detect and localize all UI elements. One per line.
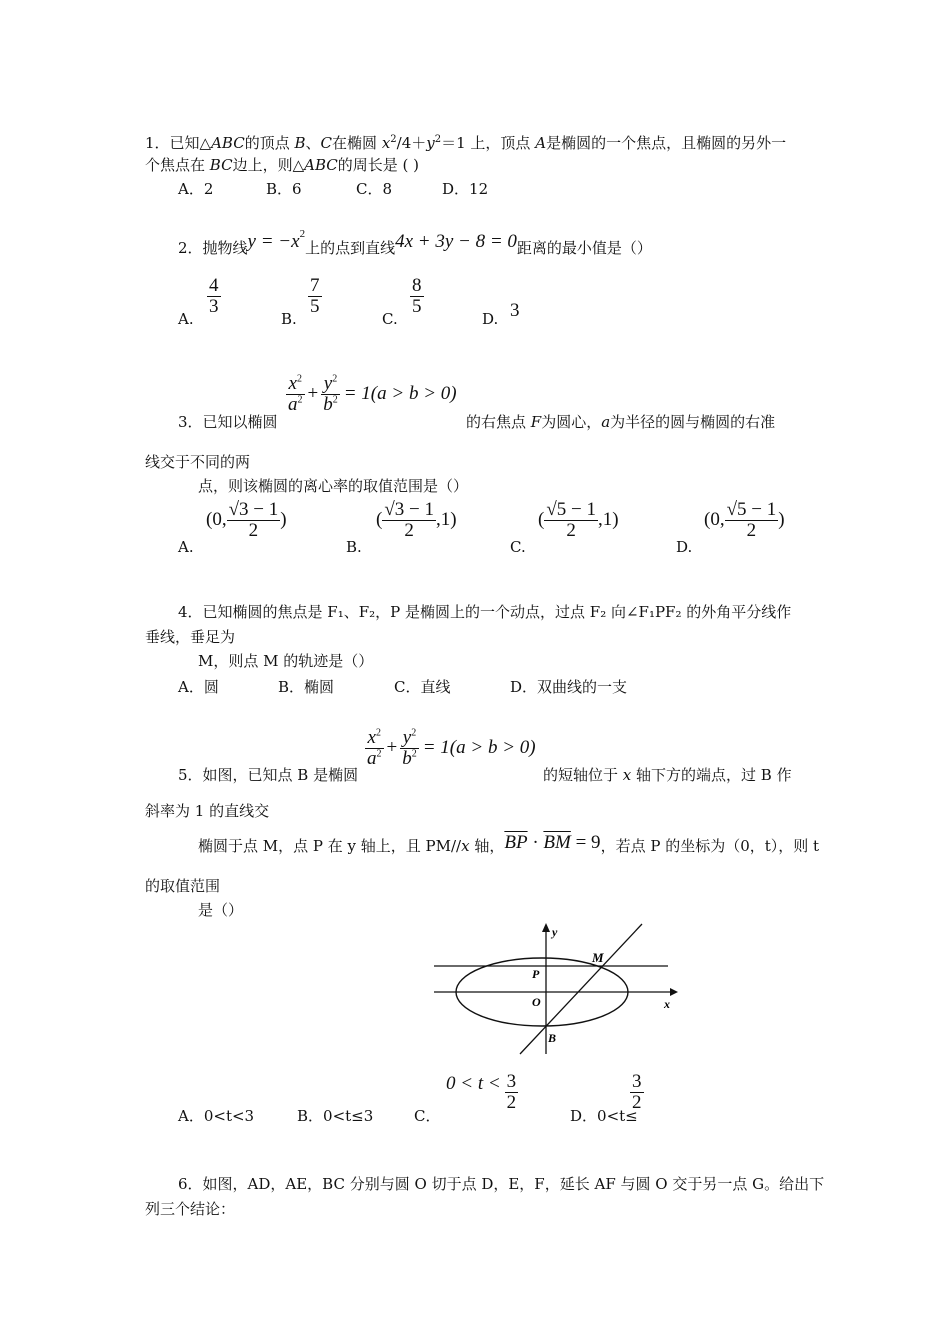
q2-option-c-label: C. (382, 310, 398, 328)
fig-x-axis-arrow-icon (670, 988, 678, 996)
q5-line-4: 的取值范围 (145, 877, 221, 895)
q5-line-2: 斜率为 1 的直线交 (145, 802, 270, 820)
q6-line-1: 6．如图，AD，AE，BC 分别与圆 O 切于点 D，E，F，延长 AF 与圆 O 交于另一点 G。给出下 (178, 1175, 825, 1193)
q5-line-5: 是（） (198, 901, 244, 919)
q2-option-d-value: 3 (510, 300, 520, 321)
q5-option-c-value: 0 < t < $\frac{3}{2}$ (446, 1071, 517, 1113)
q3-line-3: 点，则该椭圆的离心率的取值范围是（） (198, 477, 469, 495)
q3-option-d-label: D. (676, 538, 693, 556)
q1-option-b: B．6 (266, 180, 302, 198)
q5-option-d-value: $\frac{3}{2}$ (632, 1071, 642, 1113)
q3-option-b-label: B. (346, 538, 362, 556)
q5-line-3: 椭圆于点 M，点 P 在 y 轴上，且 PM//x 轴，$\overline{BP} \cdot \overline{BM} = 9$，若点 P 的坐标为（0，t），则 t (198, 832, 820, 855)
q2-option-a-label: A. (178, 310, 194, 328)
q5-figure (430, 920, 690, 1060)
q4-line-3: M，则点 M 的轨迹是（） (198, 652, 374, 670)
q2-option-c-value: $\frac{8}{5}$ (412, 275, 422, 317)
fig-label-o: O (532, 995, 541, 1009)
q3-option-b-value: ( $\frac{√3 - 1}{2}$ ,1) (376, 499, 457, 541)
fig-y-axis-arrow-icon (542, 923, 550, 932)
q3-option-d-value: (0, $\frac{√5 - 1}{2}$ ) (704, 499, 785, 541)
q1-option-c: C．8 (356, 180, 393, 198)
q4-option-a: A．圆 (178, 678, 219, 696)
q5-option-a: A．0<t<3 (178, 1107, 255, 1125)
q2-option-b-value: $\frac{7}{5}$ (310, 275, 320, 317)
q5-option-c-label: C． (414, 1107, 441, 1125)
q5-line-1-rest: 的短轴位于 x 轴下方的端点，过 B 作 (543, 766, 792, 784)
q5-option-b: B．0<t≤3 (297, 1107, 374, 1125)
fig-label-m: M (592, 950, 604, 965)
q3-ellipse-equation: $\frac{x^2}{a^2}$ + $\frac{y^2}{b^2}$ = 1(a > b > 0) (288, 373, 457, 415)
q3-line-2: 线交于不同的两 (145, 453, 251, 471)
q2-line-1: 2．抛物线$y = -x^2$上的点到直线4x + 3y − 8 = 0距离的最小值是（） (178, 228, 652, 257)
q2-option-a-value: $\frac{4}{3}$ (209, 275, 219, 317)
q3-option-c-label: C. (510, 538, 526, 556)
fig-label-x: x (664, 997, 670, 1011)
fig-slope-line (520, 924, 642, 1054)
q4-line-2: 垂线，垂足为 (145, 628, 236, 646)
q3-prefix: 3．已知以椭圆 (178, 413, 278, 431)
q4-option-b: B．椭圆 (278, 678, 335, 696)
q6-line-2: 列三个结论： (145, 1200, 236, 1218)
fig-label-b: B (548, 1031, 557, 1045)
q1-line-2: 个焦点在 BC边上，则△ABC的周长是 ( ) (145, 156, 419, 174)
q5-prefix: 5．如图，已知点 B 是椭圆 (178, 766, 359, 784)
q3-option-a-label: A. (178, 538, 194, 556)
q2-option-d-label: D. (482, 310, 499, 328)
q1-line-1: 1．已知△ABC的顶点 B、C在椭圆 $x^2/4+y^2=1$ 上，顶点 A是椭圆的一个焦点，且椭圆的另外一 (145, 134, 787, 152)
q3-option-a-value: (0, $\frac{√3 - 1}{2}$ ) (206, 499, 287, 541)
q4-option-d: D．双曲线的一支 (510, 678, 628, 696)
q1-option-d: D．12 (442, 180, 489, 198)
q5-ellipse-equation: $\frac{x^2}{a^2}$ + $\frac{y^2}{b^2}$ = 1(a > b > 0) (367, 727, 536, 769)
q3-line-1-rest: 的右焦点 F为圆心，a为半径的圆与椭圆的右准 (466, 413, 776, 431)
q1-option-a: A．2 (178, 180, 214, 198)
fig-label-p: P (532, 967, 540, 981)
q4-line-1: 4．已知椭圆的焦点是 F₁、F₂，P 是椭圆上的一个动点，过点 F₂ 向∠F₁PF₂ 的外角平分线作 (178, 603, 792, 621)
q2-option-b-label: B. (281, 310, 297, 328)
q5-option-d-label: D．0<t≤ (570, 1107, 638, 1125)
fig-label-y: y (552, 925, 558, 939)
q3-option-c-value: ( $\frac{√5 - 1}{2}$ ,1) (538, 499, 619, 541)
q4-option-c: C．直线 (394, 678, 451, 696)
